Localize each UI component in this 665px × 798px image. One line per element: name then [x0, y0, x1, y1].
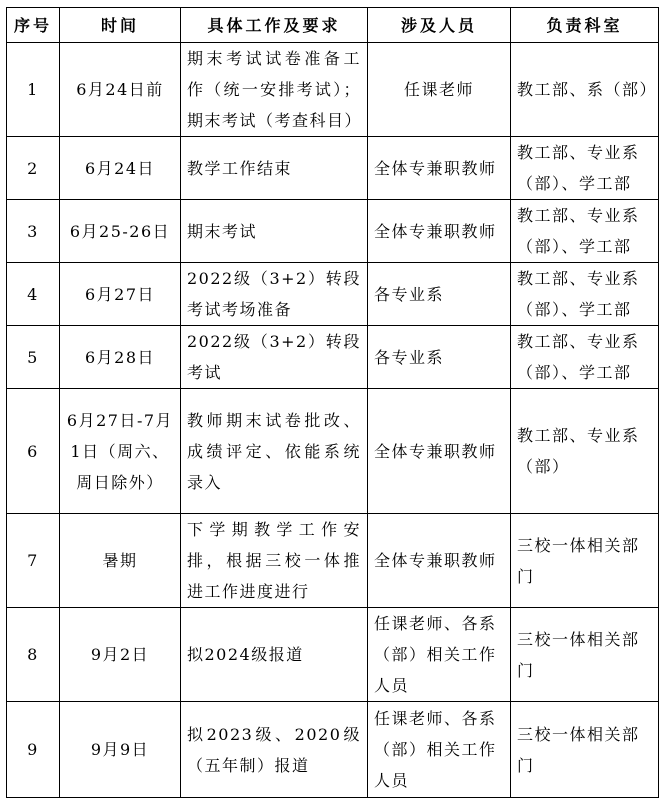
- schedule-table: [6, 7, 659, 798]
- cell-task: 教学工作结束: [181, 137, 368, 200]
- table-row: [7, 137, 659, 200]
- cell-task: 2022级（3+2）转段考试考场准备: [181, 263, 368, 326]
- cell-time: 6月24日: [60, 137, 181, 200]
- table-row: [7, 200, 659, 263]
- table-row: [7, 514, 659, 608]
- cell-no: 4: [7, 263, 60, 326]
- cell-dept: 三校一体相关部门: [511, 514, 659, 608]
- cell-no: 1: [7, 43, 60, 137]
- table-row: [7, 263, 659, 326]
- cell-dept: 教工部、专业系（部）、学工部: [511, 137, 659, 200]
- table-row: [7, 43, 659, 137]
- cell-staff: 全体专兼职教师: [368, 200, 511, 263]
- cell-no: 5: [7, 326, 60, 389]
- cell-task: 2022级（3+2）转段考试: [181, 326, 368, 389]
- cell-dept: 教工部、系（部）: [511, 43, 659, 137]
- cell-task: 拟2023级、2020级（五年制）报道: [181, 702, 368, 798]
- cell-no: 2: [7, 137, 60, 200]
- table-row: [7, 702, 659, 798]
- cell-time: 6月27日: [60, 263, 181, 326]
- table-row: [7, 608, 659, 702]
- cell-staff: 全体专兼职教师: [368, 389, 511, 514]
- header-row: [7, 8, 659, 43]
- cell-staff: 各专业系: [368, 263, 511, 326]
- cell-task: 拟2024级报道: [181, 608, 368, 702]
- cell-staff: 任课老师、各系（部）相关工作人员: [368, 608, 511, 702]
- cell-dept: 三校一体相关部门: [511, 608, 659, 702]
- cell-staff: 全体专兼职教师: [368, 137, 511, 200]
- cell-time: 暑期: [60, 514, 181, 608]
- cell-time: 9月9日: [60, 702, 181, 798]
- cell-dept: 教工部、专业系（部）、学工部: [511, 326, 659, 389]
- cell-staff: 任课老师、各系（部）相关工作人员: [368, 702, 511, 798]
- header-staff: 涉及人员: [368, 8, 511, 43]
- header-dept: 负责科室: [511, 8, 659, 43]
- cell-staff: 各专业系: [368, 326, 511, 389]
- cell-no: 6: [7, 389, 60, 514]
- cell-dept: 教工部、专业系（部）、学工部: [511, 263, 659, 326]
- cell-time: 6月25-26日: [60, 200, 181, 263]
- cell-dept: 三校一体相关部门: [511, 702, 659, 798]
- header-time: 时间: [60, 8, 181, 43]
- cell-time: 6月24日前: [60, 43, 181, 137]
- table-row: [7, 389, 659, 514]
- cell-no: 7: [7, 514, 60, 608]
- header-task: 具体工作及要求: [181, 8, 368, 43]
- cell-no: 8: [7, 608, 60, 702]
- cell-task: 期末考试: [181, 200, 368, 263]
- cell-no: 9: [7, 702, 60, 798]
- cell-dept: 教工部、专业系（部）: [511, 389, 659, 514]
- cell-staff: 全体专兼职教师: [368, 514, 511, 608]
- cell-task: 教师期末试卷批改、成绩评定、依能系统录入: [181, 389, 368, 514]
- cell-task: 期末考试试卷准备工作（统一安排考试）；期末考试（考查科目）: [181, 43, 368, 137]
- table-row: [7, 326, 659, 389]
- header-no: 序号: [7, 8, 60, 43]
- cell-no: 3: [7, 200, 60, 263]
- cell-task: 下学期教学工作安排，根据三校一体推进工作进度进行: [181, 514, 368, 608]
- cell-staff: 任课老师: [368, 43, 511, 137]
- cell-time: 6月28日: [60, 326, 181, 389]
- cell-dept: 教工部、专业系（部）、学工部: [511, 200, 659, 263]
- cell-time: 6月27日-7月1日（周六、周日除外）: [60, 389, 181, 514]
- cell-time: 9月2日: [60, 608, 181, 702]
